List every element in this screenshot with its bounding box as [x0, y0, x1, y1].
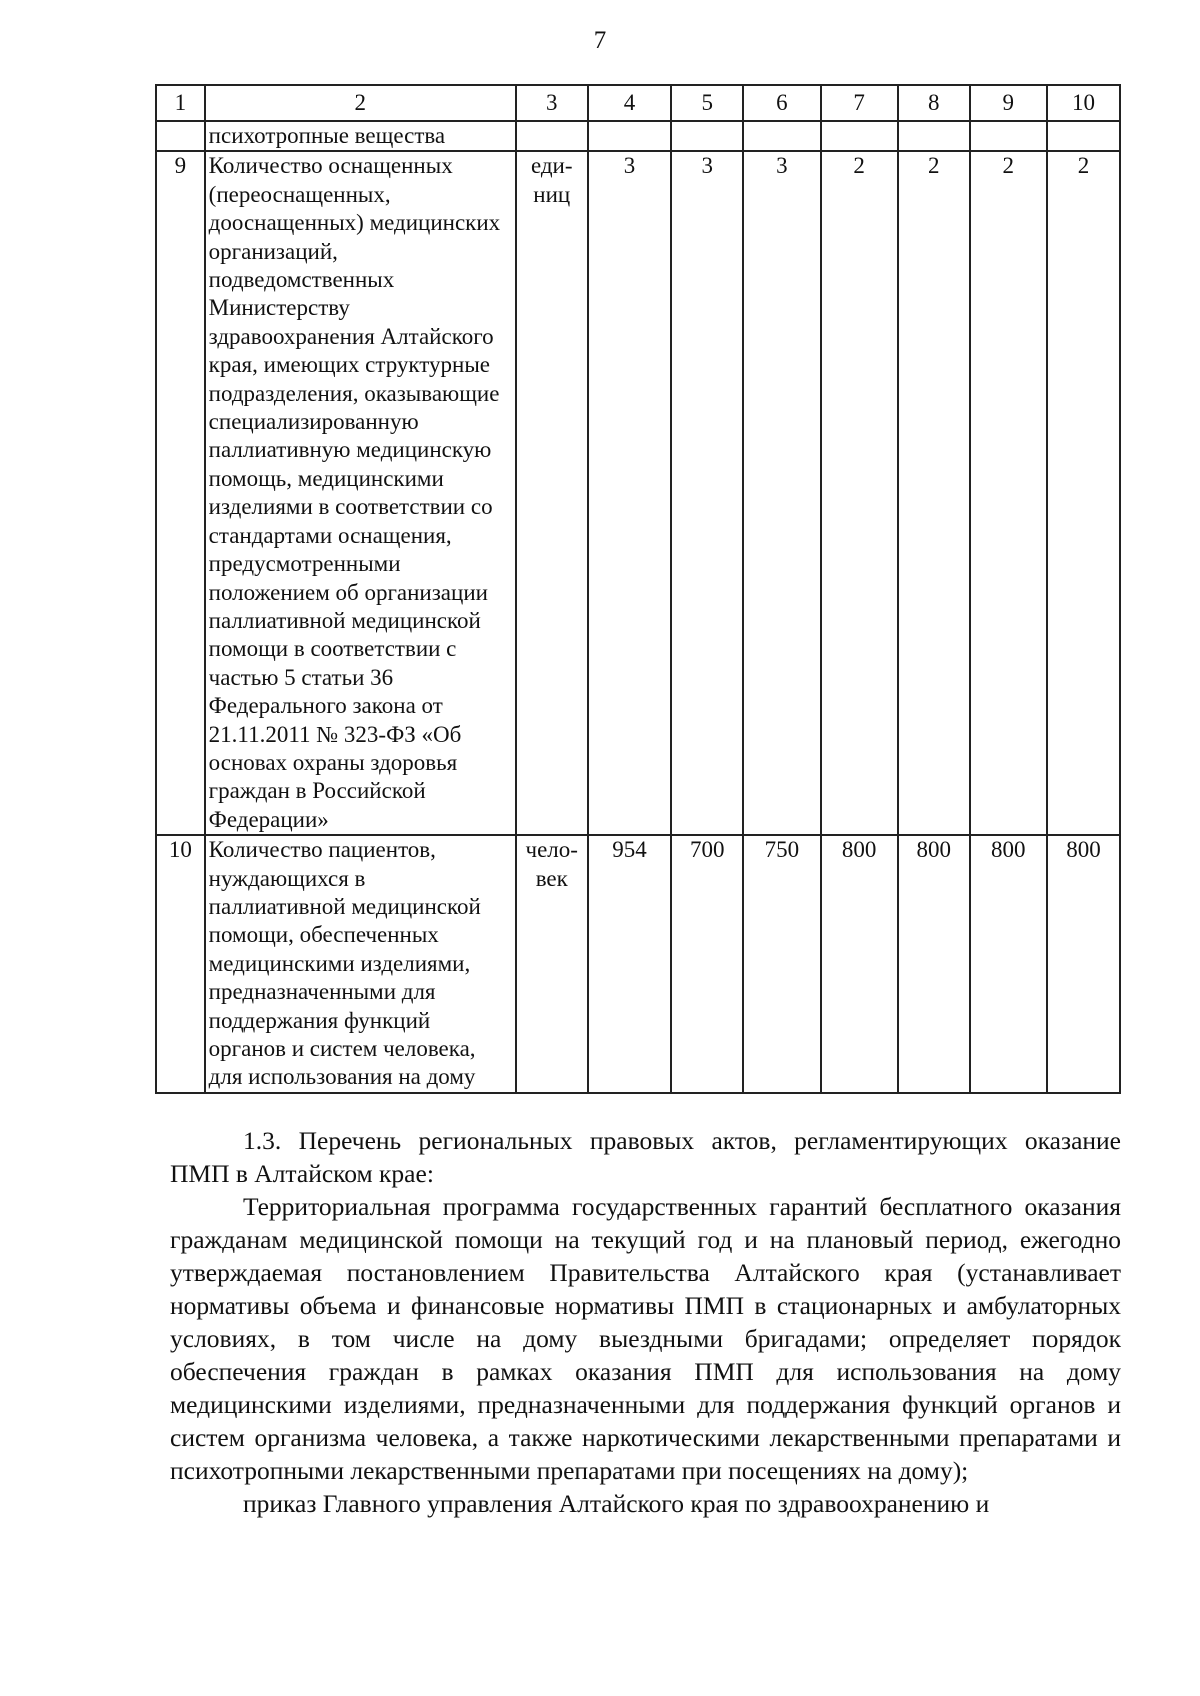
indicator-description-cell — [205, 121, 516, 151]
description-line: Количество оснащенных — [208, 153, 453, 179]
description-line: помощи, обеспеченных — [208, 922, 439, 948]
description-line: Министерству — [208, 295, 350, 321]
description-line: специализированную — [208, 409, 419, 435]
value-cell: 750 — [743, 835, 820, 1093]
value-cell — [588, 121, 672, 151]
page-number: 7 — [593, 27, 607, 54]
description-line: паллиативной медицинской — [208, 893, 481, 919]
value-cell — [743, 121, 820, 151]
paragraph-order: приказ Главного управления Алтайского края по здравоохранению и — [243, 1489, 990, 1518]
column-header: 6 — [743, 85, 820, 121]
table-row — [156, 835, 1120, 1093]
description-line: психотропные вещества — [208, 123, 446, 148]
value-cell: 800 — [1047, 835, 1120, 1093]
column-header: 5 — [671, 85, 743, 121]
column-header: 9 — [970, 85, 1047, 121]
description-line: органов и систем человека, — [208, 1036, 476, 1061]
body-text — [170, 1124, 1121, 1520]
value-cell — [1047, 121, 1120, 151]
row-number-cell — [156, 121, 205, 151]
description-line: граждан в Российской — [208, 778, 426, 804]
indicator-description-cell — [205, 835, 516, 1093]
paragraph-territorial-program: Территориальная программа государственных гарантий бесплатного оказания гражданам медицинской помощи на текущий год и на плановый период, ежегодно утверждаемая постановлением Правительства Алтайского края (устанавливает нормативы объема и финансовые нормативы ПМП в стационарных и амбулаторных условиях, в том числе на дому выездными бригадами; определяет порядок обеспечения граждан в рамках оказания ПМП для использования на дому медицинскими изделиями, предназначенными для поддержания функций органов и систем организма человека, а также наркотическими лекарственными препаратами и психотропными лекарственными препаратами при посещениях на дому); — [170, 1192, 1121, 1485]
description-line: паллиативную медицинскую — [208, 437, 492, 463]
value-cell: 3 — [671, 151, 743, 835]
value-cell: 3 — [743, 151, 820, 835]
unit-line: чело- — [525, 837, 578, 863]
description-line: поддержания функций — [208, 1007, 431, 1033]
description-line: предусмотренными — [208, 551, 401, 577]
column-header: 2 — [205, 85, 516, 121]
description-line: изделиями в соответствии со — [208, 494, 493, 520]
value-cell: 2 — [1047, 151, 1120, 835]
description-line: помощь, медицинскими — [208, 465, 444, 491]
description-line: помощи в соответствии с — [208, 636, 457, 662]
unit-line: еди- — [530, 153, 573, 179]
table-row — [156, 121, 1120, 151]
column-header: 1 — [156, 85, 205, 121]
unit-line: век — [535, 865, 568, 891]
value-cell: 2 — [821, 151, 898, 835]
column-header: 7 — [821, 85, 898, 121]
description-line: организаций, — [208, 238, 338, 264]
value-cell: 800 — [821, 835, 898, 1093]
description-line: Федерального закона от — [208, 693, 443, 719]
row-number-cell: 10 — [156, 835, 205, 1093]
value-cell: 3 — [588, 151, 672, 835]
unit-line: ниц — [533, 181, 571, 207]
table-row — [156, 151, 1120, 835]
table-body — [156, 121, 1120, 1093]
unit-cell — [516, 835, 588, 1093]
description-line: подразделения, оказывающие — [208, 380, 500, 406]
value-cell: 954 — [588, 835, 672, 1093]
column-header: 8 — [898, 85, 970, 121]
indicator-description-cell — [205, 151, 516, 835]
description-line: дооснащенных) медицинских — [208, 210, 501, 236]
column-header: 4 — [588, 85, 672, 121]
description-line: здравоохранения Алтайского — [208, 323, 494, 349]
description-line: 21.11.2011 № 323-ФЗ «Об — [208, 721, 462, 747]
value-cell: 800 — [898, 835, 970, 1093]
value-cell — [821, 121, 898, 151]
value-cell: 800 — [970, 835, 1047, 1093]
value-cell — [898, 121, 970, 151]
description-line: Количество пациентов, — [208, 837, 436, 863]
indicators-table — [155, 84, 1121, 1094]
description-line: положением об организации — [208, 579, 488, 605]
row-number-cell: 9 — [156, 151, 205, 835]
column-header: 3 — [516, 85, 588, 121]
description-line: подведомственных — [208, 267, 395, 293]
unit-line — [520, 122, 584, 150]
value-cell — [671, 121, 743, 151]
description-line: края, имеющих структурные — [208, 352, 490, 378]
description-line: стандартами оснащения, — [208, 522, 452, 548]
value-cell: 2 — [898, 151, 970, 835]
column-header: 10 — [1047, 85, 1120, 121]
description-line: предназначенными для — [208, 979, 436, 1005]
value-cell: 700 — [671, 835, 743, 1093]
description-line: (переоснащенных, — [208, 181, 391, 207]
description-line: основах охраны здоровья — [208, 749, 458, 775]
table-header-row — [156, 85, 1120, 121]
unit-cell — [516, 151, 588, 835]
description-line: Федерации» — [208, 806, 329, 832]
value-cell — [970, 121, 1047, 151]
description-line: частью 5 статьи 36 — [208, 664, 394, 690]
unit-cell — [516, 121, 588, 151]
description-line: нуждающихся в — [208, 865, 366, 891]
value-cell: 2 — [970, 151, 1047, 835]
description-line: паллиативной медицинской — [208, 607, 481, 633]
description-line: для использования на дому — [208, 1064, 476, 1090]
paragraph-section-heading: 1.3. Перечень региональных правовых актов, регламентирующих оказание ПМП в Алтайском крае: — [170, 1126, 1121, 1188]
description-line: медицинскими изделиями, — [208, 950, 471, 976]
